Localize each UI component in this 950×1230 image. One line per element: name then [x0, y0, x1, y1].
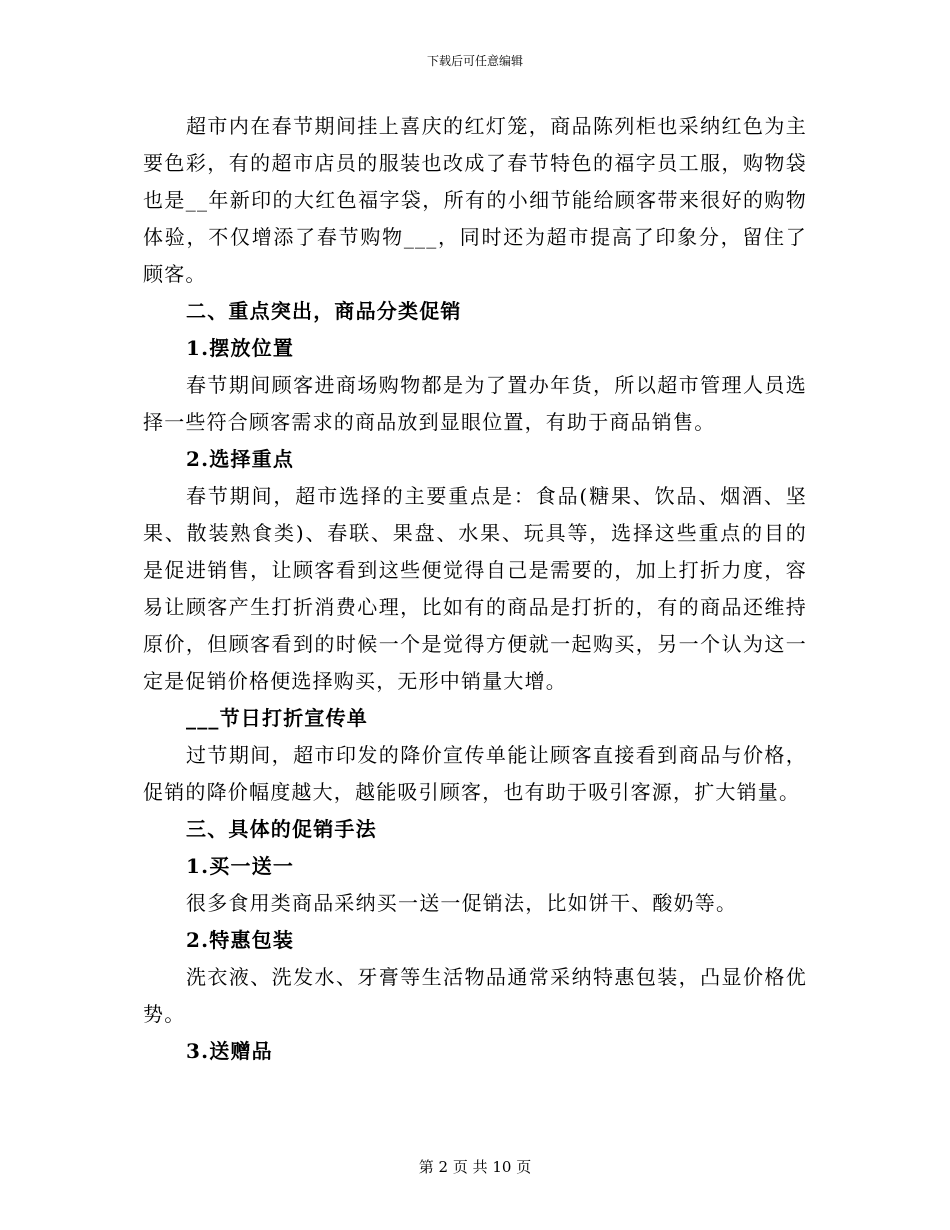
body-paragraph: 很多食用类商品采纳买一送一促销法，比如饼干、酸奶等。 [186, 891, 738, 915]
body-paragraph: 超市内在春节期间挂上喜庆的红灯笼，商品陈列柜也采纳红色为主要色彩，有的超市店员的服装也改成了春节特色的福字员工服，购物袋也是__年新印的大红色福字袋，所有的小细节能给顾客带来很好的购物体验，不仅增添了春节购物___，同时还为超市提高了印象分，留住了顾客。 [143, 114, 807, 286]
subsection-heading: ___节日打折宣传单 [186, 706, 368, 730]
document-body [143, 108, 807, 1070]
body-paragraph: 春节期间顾客进商场购物都是为了置办年货，所以超市管理人员选择一些符合顾客需求的商品放到显眼位置，有助于商品销售。 [143, 373, 807, 434]
subsection-heading: 2.特惠包装 [186, 928, 295, 952]
page-header-note: 下载后可任意编辑 [426, 54, 523, 68]
subsection-heading: 1.买一送一 [186, 854, 295, 878]
body-paragraph: 洗衣液、洗发水、牙膏等生活物品通常采纳特惠包装，凸显价格优势。 [143, 965, 807, 1026]
body-paragraph: 春节期间，超市选择的主要重点是：食品(糖果、饮品、烟酒、坚果、散装熟食类)、春联、果盘、水果、玩具等，选择这些重点的目的是促进销售，让顾客看到这些便觉得自己是需要的，加上打折力度，容易让顾客产生打折消费心理，比如有的商品是打折的，有的商品还维持原价，但顾客看到的时候一个是觉得方便就一起购买，另一个认为这一定是促销价格便选择购买，无形中销量大增。 [143, 484, 807, 693]
body-paragraph: 过节期间，超市印发的降价宣传单能让顾客直接看到商品与价格，促销的降价幅度越大，越能吸引顾客，也有助于吸引客源，扩大销量。 [143, 743, 807, 804]
section-heading: 二、重点突出，商品分类促销 [186, 299, 462, 323]
section-heading: 三、具体的促销手法 [186, 817, 377, 841]
subsection-heading: 1.摆放位置 [186, 336, 295, 360]
subsection-heading: 2.选择重点 [186, 447, 295, 471]
subsection-heading: 3.送赠品 [186, 1039, 273, 1063]
page-number: 第 2 页 共 10 页 [418, 1158, 532, 1176]
